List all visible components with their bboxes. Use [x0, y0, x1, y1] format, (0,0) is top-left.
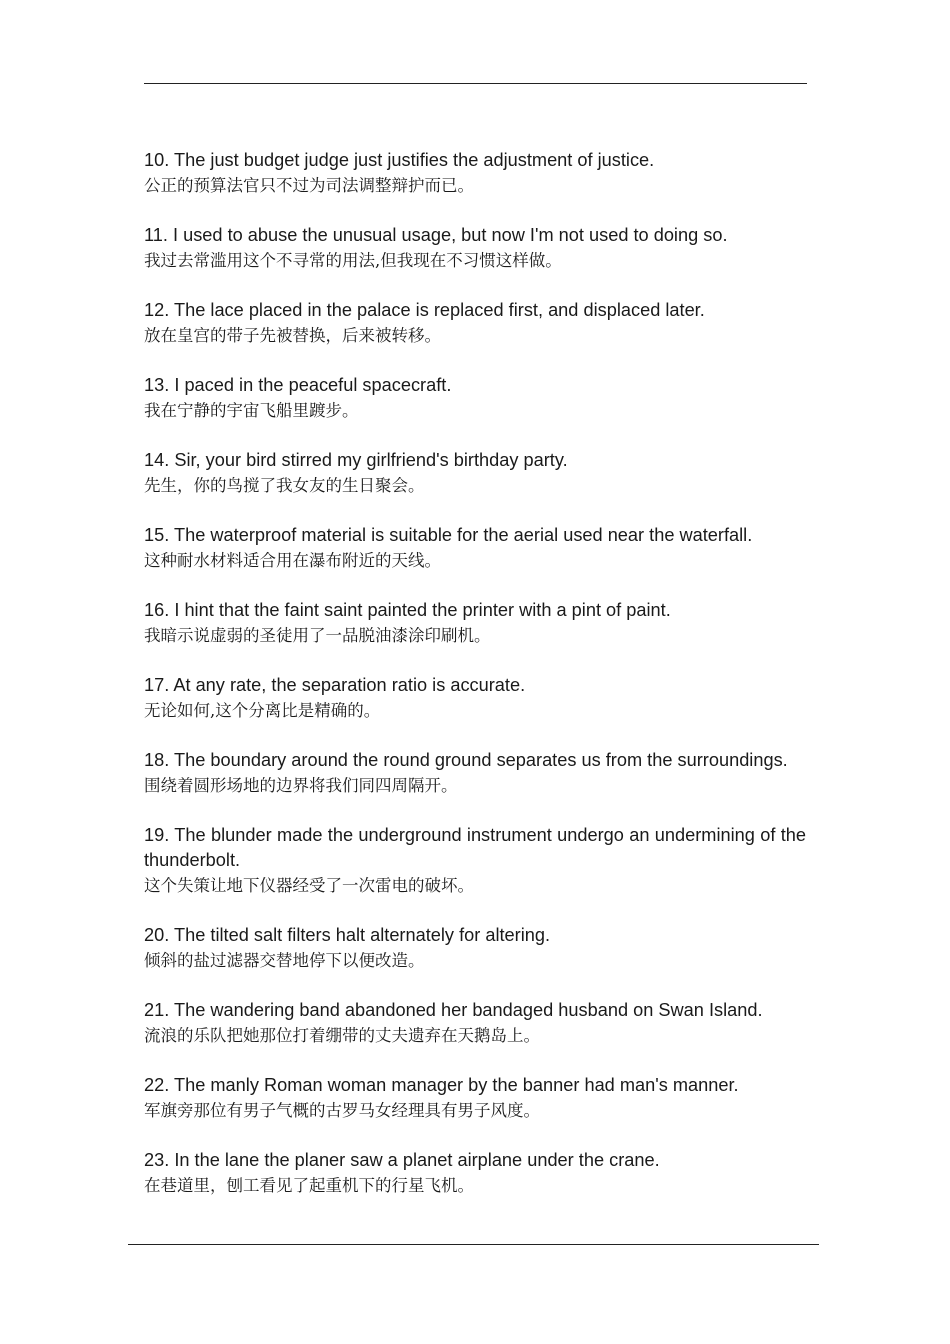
- sentence-entry-16: [144, 598, 806, 648]
- sentence-entry-13: [144, 373, 806, 423]
- english-sentence: 14. Sir, your bird stirred my girlfriend's birthday party.: [144, 450, 568, 470]
- english-sentence: 21. The wandering band abandoned her bandaged husband on Swan Island.: [144, 1000, 763, 1020]
- chinese-translation: 围绕着圆形场地的边界将我们同四周隔开。: [144, 776, 458, 795]
- sentence-entry-21: [144, 998, 806, 1048]
- sentence-entry-20: [144, 923, 806, 973]
- chinese-translation: 在巷道里，刨工看见了起重机下的行星飞机。: [144, 1176, 474, 1195]
- sentence-entry-23: [144, 1148, 806, 1198]
- sentence-entry-14: [144, 448, 806, 498]
- sentence-entry-22: [144, 1073, 806, 1123]
- chinese-translation: 公正的预算法官只不过为司法调整辩护而已。: [144, 176, 474, 195]
- english-sentence: 19. The blunder made the underground instrument undergo an undermining of the thunderbolt.: [144, 825, 806, 870]
- english-sentence: 20. The tilted salt filters halt alternately for altering.: [144, 925, 551, 945]
- sentence-entry-11: [144, 223, 806, 273]
- sentence-entry-15: [144, 523, 806, 573]
- english-sentence: 17. At any rate, the separation ratio is accurate.: [144, 675, 526, 695]
- chinese-translation: 无论如何,这个分离比是精确的。: [144, 701, 381, 720]
- sentence-entry-17: [144, 673, 806, 723]
- footer-rule: [128, 1244, 819, 1245]
- document-body: [144, 148, 806, 1223]
- chinese-translation: 这个失策让地下仪器经受了一次雷电的破坏。: [144, 876, 474, 895]
- english-sentence: 10. The just budget judge just justifies the adjustment of justice.: [144, 150, 655, 170]
- chinese-translation: 倾斜的盐过滤器交替地停下以便改造。: [144, 951, 425, 970]
- english-sentence: 15. The waterproof material is suitable for the aerial used near the waterfall.: [144, 525, 753, 545]
- chinese-translation: 放在皇宫的带子先被替换，后来被转移。: [144, 326, 441, 345]
- english-sentence: 12. The lace placed in the palace is replaced first, and displaced later.: [144, 300, 705, 320]
- english-sentence: 22. The manly Roman woman manager by the banner had man's manner.: [144, 1075, 739, 1095]
- sentence-entry-10: [144, 148, 806, 198]
- sentence-entry-18: [144, 748, 806, 798]
- chinese-translation: 这种耐水材料适合用在瀑布附近的天线。: [144, 551, 441, 570]
- chinese-translation: 先生，你的鸟搅了我女友的生日聚会。: [144, 476, 425, 495]
- chinese-translation: 我暗示说虚弱的圣徒用了一品脱油漆涂印刷机。: [144, 626, 491, 645]
- sentence-entry-19: [144, 823, 806, 898]
- header-rule: [144, 83, 807, 84]
- chinese-translation: 我过去常滥用这个不寻常的用法,但我现在不习惯这样做。: [144, 251, 562, 270]
- chinese-translation: 我在宁静的宇宙飞船里踱步。: [144, 401, 359, 420]
- english-sentence: 11. I used to abuse the unusual usage, but now I'm not used to doing so.: [144, 225, 728, 245]
- chinese-translation: 流浪的乐队把她那位打着绷带的丈夫遗弃在天鹅岛上。: [144, 1026, 540, 1045]
- english-sentence: 13. I paced in the peaceful spacecraft.: [144, 375, 452, 395]
- english-sentence: 16. I hint that the faint saint painted the printer with a pint of paint.: [144, 600, 671, 620]
- english-sentence: 23. In the lane the planer saw a planet airplane under the crane.: [144, 1150, 660, 1170]
- english-sentence: 18. The boundary around the round ground separates us from the surroundings.: [144, 750, 788, 770]
- sentence-entry-12: [144, 298, 806, 348]
- chinese-translation: 军旗旁那位有男子气概的古罗马女经理具有男子风度。: [144, 1101, 540, 1120]
